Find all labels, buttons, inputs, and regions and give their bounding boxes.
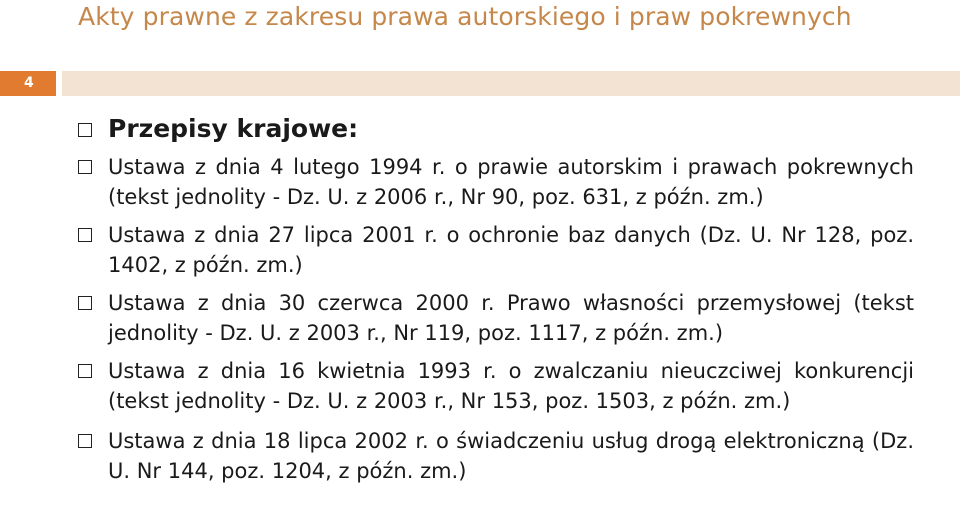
list-item [78, 356, 914, 416]
content-list [78, 112, 914, 486]
list-heading [78, 112, 914, 146]
list-item [78, 288, 914, 348]
list-item-text: Ustawa z dnia 4 lutego 1994 r. o prawie autorskim i prawach pokrewnych (tekst jednolity - Dz. U. z 2006 r., Nr 90, poz. 631, z późn. zm.) [108, 155, 914, 209]
list-item-text: Ustawa z dnia 18 lipca 2002 r. o świadczeniu usług drogą elektroniczną (Dz. U. Nr 144, poz. 1204, z późn. zm.) [108, 429, 914, 483]
square-bullet-icon [78, 296, 92, 310]
slide-title: Akty prawne z zakresu prawa autorskiego i praw pokrewnych [78, 2, 852, 31]
header-bar [62, 71, 960, 96]
list-item-text: Ustawa z dnia 27 lipca 2001 r. o ochronie baz danych (Dz. U. Nr 128, poz. 1402, z późn. zm.) [108, 223, 914, 277]
square-bullet-icon [78, 160, 92, 174]
list-item-text: Ustawa z dnia 16 kwietnia 1993 r. o zwalczaniu nieuczciwej konkurencji (tekst jednolity - Dz. U. z 2003 r., Nr 153, poz. 1503, z późn. zm.) [108, 359, 914, 413]
square-bullet-icon [78, 434, 92, 448]
list-item [78, 220, 914, 280]
square-bullet-icon [78, 364, 92, 378]
square-bullet-icon [78, 228, 92, 242]
list-item-text: Ustawa z dnia 30 czerwca 2000 r. Prawo własności przemysłowej (tekst jednolity - Dz. U. z 2003 r., Nr 119, poz. 1117, z późn. zm.) [108, 291, 914, 345]
page-number-badge: 4 [0, 71, 56, 96]
heading-text: Przepisy krajowe: [108, 114, 359, 143]
list-item [78, 152, 914, 212]
square-bullet-icon [78, 123, 92, 137]
list-item [78, 426, 914, 486]
